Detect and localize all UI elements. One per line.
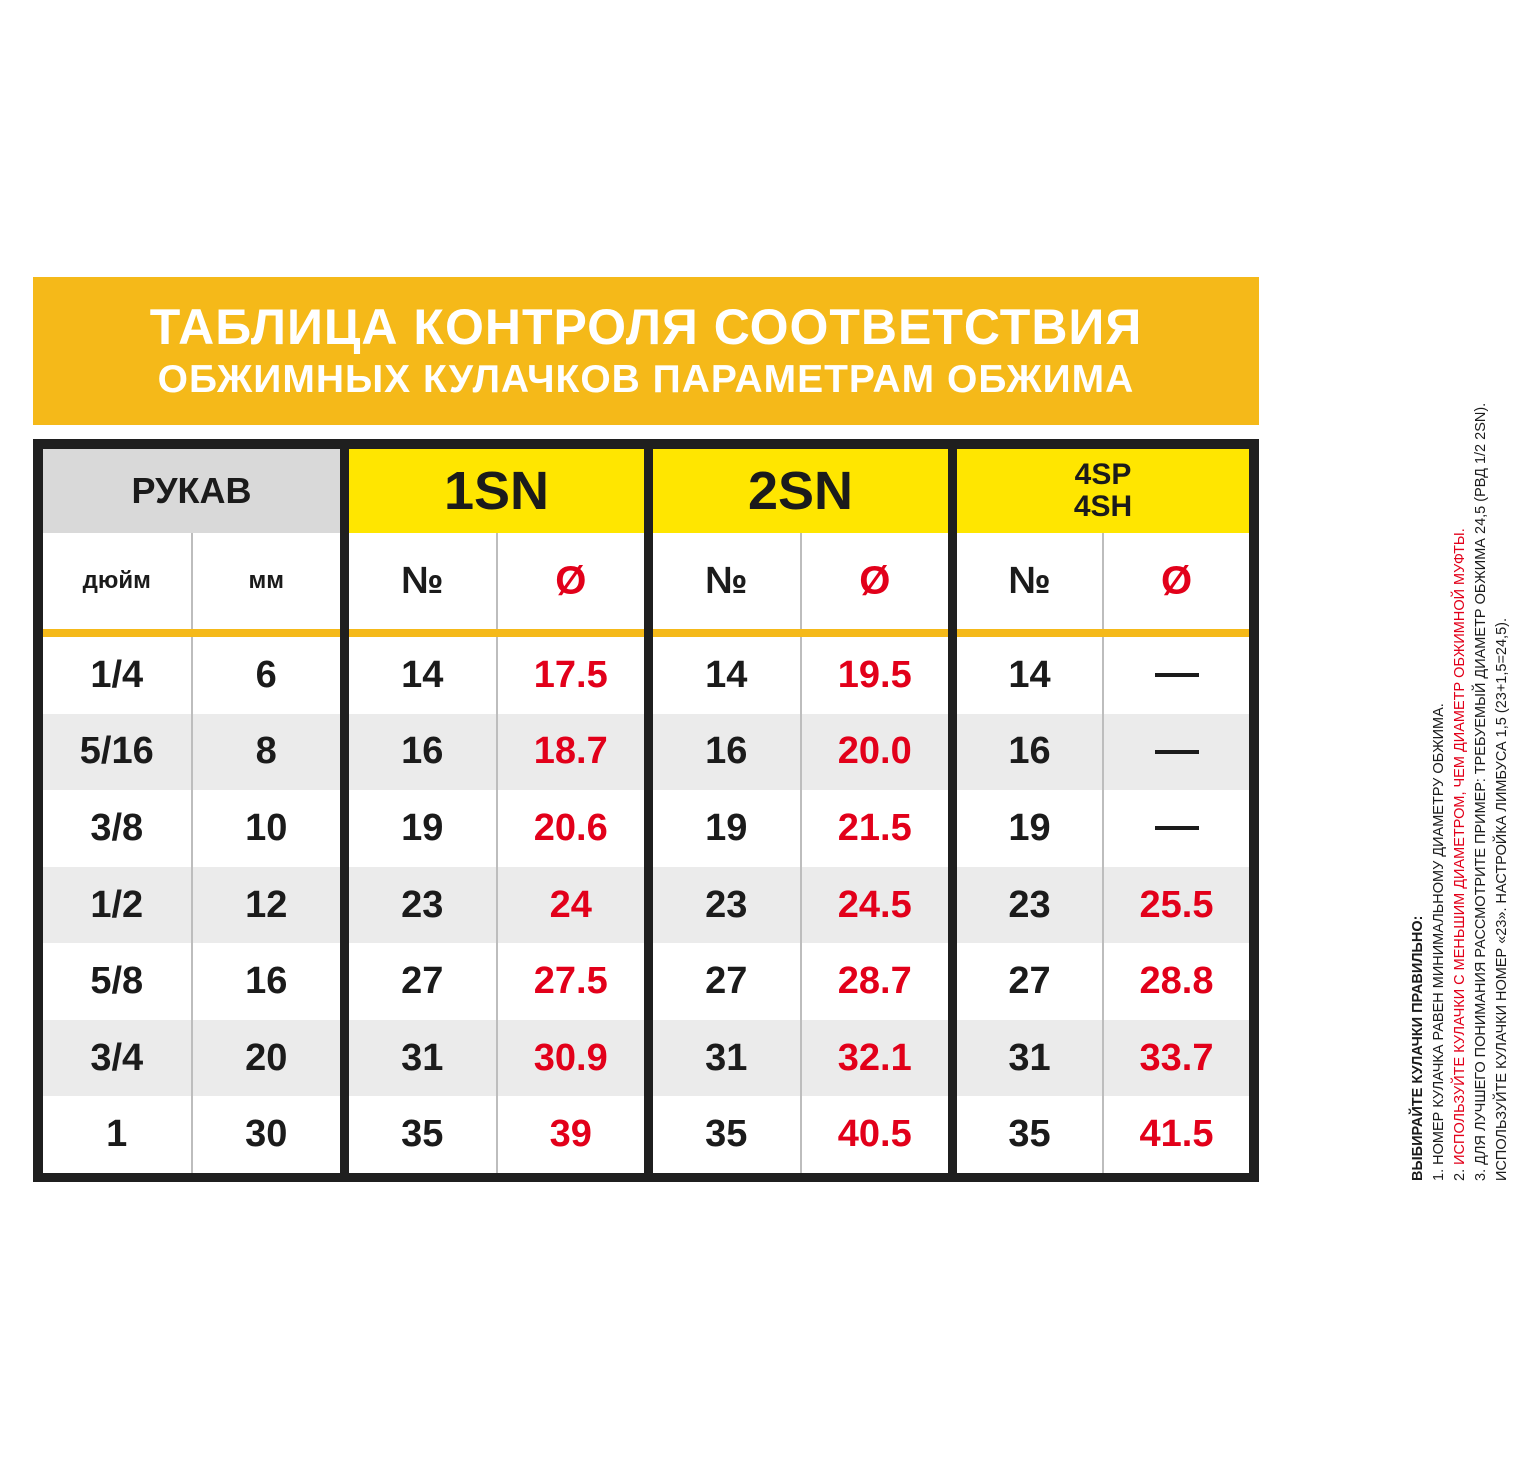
col-header-number: № [401,559,444,602]
table-row [957,714,1249,791]
usage-notes [1408,271,1513,1181]
group-4sp-4sh [957,449,1249,1173]
table-row [653,637,948,714]
cell-number: 35 [705,1113,748,1156]
cell-number: 31 [1008,1036,1051,1079]
cell-inch: 1 [106,1113,128,1156]
title-banner [33,277,1259,425]
dash-icon [1155,826,1199,830]
table-row [43,714,340,791]
table-row [349,790,644,867]
table-row [957,943,1249,1020]
table-row [349,943,644,1020]
col-header-mm: мм [191,533,341,629]
table-row [349,1020,644,1097]
cell-number: 27 [705,960,748,1003]
table-row [957,1096,1249,1173]
subheader-1sn [349,533,644,637]
cell-number: 23 [401,883,444,926]
group-header-4sp-4sh [957,449,1249,533]
cell-number: 19 [1008,806,1051,849]
cell-inch: 3/8 [90,806,144,849]
subheader-2sn [653,533,948,637]
cell-diameter: 28.8 [1102,943,1249,1020]
cell-mm: 8 [191,714,341,791]
table-row [349,637,644,714]
col-header-diameter: Ø [1102,533,1249,629]
cell-diameter: 39 [496,1096,645,1173]
cell-mm: 6 [191,637,341,714]
note-2-text: ИСПОЛЬЗУЙТЕ КУЛАЧКИ С МЕНЬШИМ ДИАМЕТРОМ, ЧЕМ ДИАМЕТР ОБЖИМНОЙ МУФТЫ. [1452,528,1468,1165]
group-header-4sh: 4SH [1073,490,1133,523]
dash-icon [1155,673,1199,677]
cell-inch: 1/4 [90,653,144,696]
table-row [43,867,340,944]
note-2 [1450,271,1471,1181]
cell-diameter: 20.6 [496,790,645,867]
cell-diameter: 41.5 [1102,1096,1249,1173]
cell-number: 16 [705,730,748,773]
cell-diameter: 24 [496,867,645,944]
group-hose [43,449,340,1173]
table-row [957,867,1249,944]
cell-diameter: 32.1 [800,1020,949,1097]
cell-number: 35 [401,1113,444,1156]
table-row [957,790,1249,867]
cell-inch: 3/4 [90,1036,144,1079]
table-row [43,637,340,714]
table-row [43,790,340,867]
table-row [653,867,948,944]
table-row [653,1096,948,1173]
table-row [349,867,644,944]
group-2sn [653,449,948,1173]
col-header-number: № [705,559,748,602]
cell-inch: 1/2 [90,883,144,926]
cell-diameter: 17.5 [496,637,645,714]
cell-number: 19 [401,806,444,849]
cell-diameter: 24.5 [800,867,949,944]
rows-1sn [349,637,644,1173]
table-row [957,1020,1249,1097]
table-row [43,1096,340,1173]
cell-diameter-empty [1102,790,1249,867]
cell-number: 14 [705,653,748,696]
group-1sn [349,449,644,1173]
group-header-hose: РУКАВ [43,449,340,533]
cell-diameter: 20.0 [800,714,949,791]
cell-inch: 5/16 [79,730,154,773]
note-3b: ИСПОЛЬЗУЙТЕ КУЛАЧКИ НОМЕР «23». НАСТРОЙКА ЛИМБУСА 1,5 (23+1,5=24,5). [1494,617,1510,1181]
col-header-inch: дюйм [82,567,151,594]
cell-diameter-empty [1102,637,1249,714]
group-header-4sp: 4SP [1074,458,1132,491]
table-row [349,1096,644,1173]
table-row [43,943,340,1020]
table-row [43,1020,340,1097]
cell-diameter-empty [1102,714,1249,791]
cell-inch: 5/8 [90,960,144,1003]
cell-mm: 20 [191,1020,341,1097]
cell-mm: 12 [191,867,341,944]
table-row [957,637,1249,714]
cell-diameter: 40.5 [800,1096,949,1173]
cell-diameter: 19.5 [800,637,949,714]
cell-number: 16 [1008,730,1051,773]
cell-diameter: 25.5 [1102,867,1249,944]
cell-number: 23 [1008,883,1051,926]
dash-icon [1155,750,1199,754]
cell-number: 14 [401,653,444,696]
cell-mm: 30 [191,1096,341,1173]
table-row [653,714,948,791]
crimp-table [33,439,1259,1182]
col-header-diameter: Ø [800,533,949,629]
note-3a: 3. ДЛЯ ЛУЧШЕГО ПОНИМАНИЯ РАССМОТРИТЕ ПРИМЕР: ТРЕБУЕМЫЙ ДИАМЕТР ОБЖИМА 24,5 (РВД 1/2 2SN). [1473,402,1489,1181]
rows-2sn [653,637,948,1173]
col-header-number: № [1008,559,1051,602]
table-row [653,943,948,1020]
table-row [349,714,644,791]
subheader-hose [43,533,340,637]
cell-number: 27 [1008,960,1051,1003]
table-row [653,790,948,867]
cell-mm: 10 [191,790,341,867]
cell-diameter: 27.5 [496,943,645,1020]
group-header-1sn: 1SN [349,449,644,533]
note-1: 1. НОМЕР КУЛАЧКА РАВЕН МИНИМАЛЬНОМУ ДИАМЕТРУ ОБЖИМА. [1431,703,1447,1181]
cell-number: 16 [401,730,444,773]
notes-heading: ВЫБИРАЙТЕ КУЛАЧКИ ПРАВИЛЬНО: [1410,915,1426,1181]
cell-diameter: 28.7 [800,943,949,1020]
cell-number: 31 [705,1036,748,1079]
cell-number: 14 [1008,653,1051,696]
cell-number: 23 [705,883,748,926]
cell-number: 27 [401,960,444,1003]
cell-number: 31 [401,1036,444,1079]
cell-diameter: 33.7 [1102,1020,1249,1097]
title-line-1: ТАБЛИЦА КОНТРОЛЯ СООТВЕТСТВИЯ [149,299,1143,355]
subheader-4sp [957,533,1249,637]
cell-mm: 16 [191,943,341,1020]
table-row [653,1020,948,1097]
title-line-2: ОБЖИМНЫХ КУЛАЧКОВ ПАРАМЕТРАМ ОБЖИМА [157,358,1135,401]
rows-hose [43,637,340,1173]
cell-diameter: 30.9 [496,1020,645,1097]
rows-4sp [957,637,1249,1173]
note-2-number: 2. [1452,1164,1468,1181]
group-header-2sn: 2SN [653,449,948,533]
cell-diameter: 18.7 [496,714,645,791]
cell-number: 35 [1008,1113,1051,1156]
cell-number: 19 [705,806,748,849]
cell-diameter: 21.5 [800,790,949,867]
col-header-diameter: Ø [496,533,645,629]
